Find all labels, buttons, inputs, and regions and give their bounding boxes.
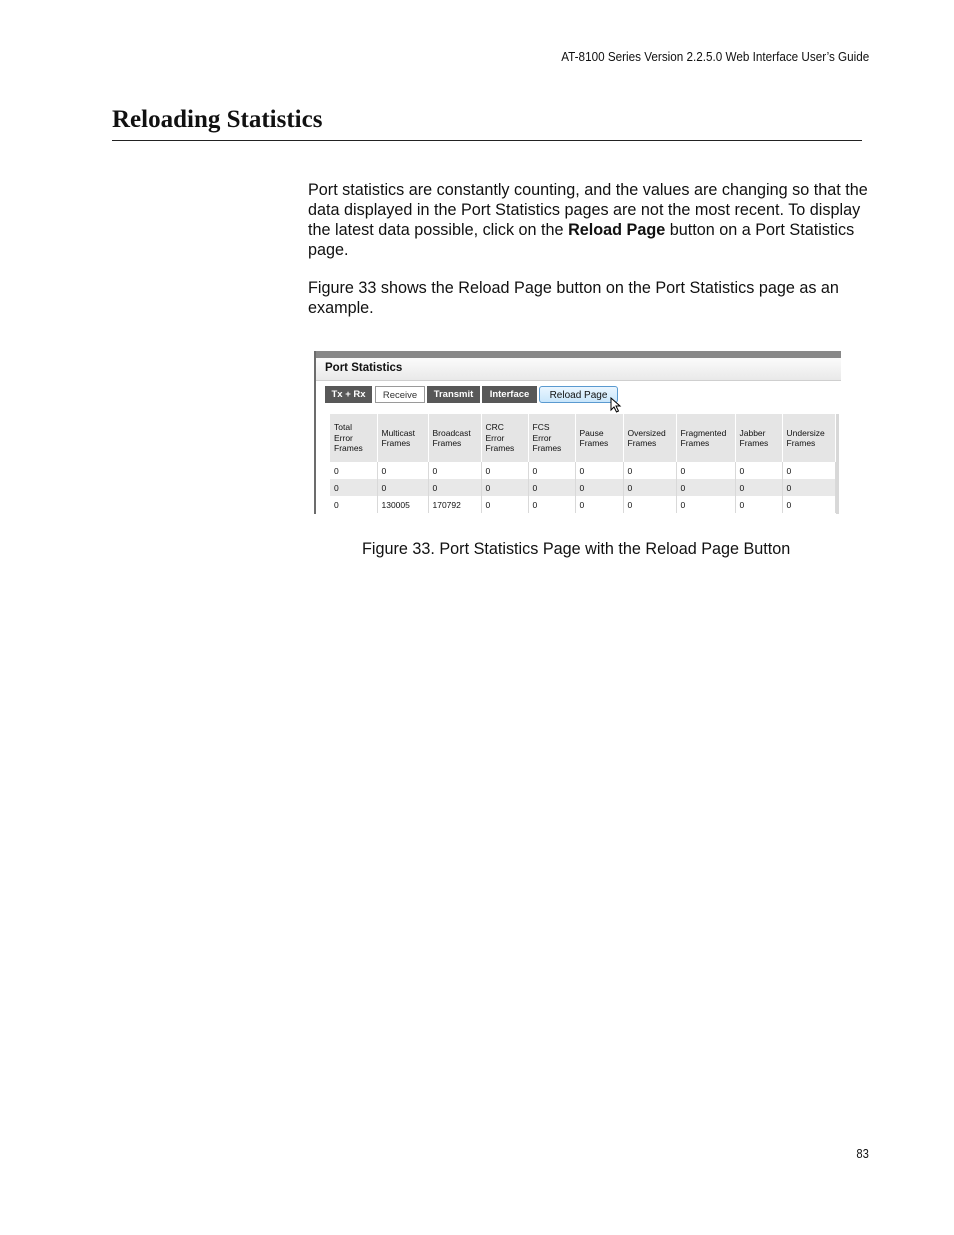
column-header-line: Oversized [627,427,666,438]
column-header-line: Fragmented [680,427,727,438]
page-number: 83 [856,1147,869,1161]
running-header: AT-8100 Series Version 2.2.5.0 Web Interface User’s Guide [560,49,869,64]
table-cell: 0 [330,462,377,479]
tab-interface[interactable]: Interface [482,386,537,403]
port-statistics-figure [314,351,841,514]
column-header-line: Frames [627,438,657,448]
table-cell: 0 [428,462,481,479]
table-row [330,462,835,479]
port-statistics-title: Port Statistics [325,362,403,374]
mouse-cursor-icon [610,397,622,413]
table-row [330,496,835,513]
column-header-line: Jabber [739,427,766,438]
column-header-line: Broadcast [432,427,471,438]
column-header-line: Frames [680,438,710,448]
table-cell: 0 [735,479,782,496]
table-cell: 0 [330,479,377,496]
tab-transmit[interactable]: Transmit [427,386,480,403]
table-cell: 0 [377,479,428,496]
p1-text-end: button on a Port Statistics page. [308,221,855,259]
body-paragraph-2: Figure 33 shows the Reload Page button on the Port Statistics page as an example. [308,279,839,317]
column-header [735,414,782,462]
body-paragraph-1 [308,180,868,260]
column-header [428,414,481,462]
column-header [676,414,735,462]
column-header-line: Frames [334,443,363,454]
p1-text-start: Port statistics are constantly counting, and the values are changing so that the data displayed in the Port Statistics pages are not the most recent. To display the latest data possible, click on the [308,181,868,239]
section-title: Reloading Statistics [112,106,323,133]
column-header-line: Pause [579,427,604,438]
column-header-line: Frames [739,438,769,448]
column-header-line: Frames [786,438,816,448]
column-header [330,414,377,462]
column-header-line: Multicast [381,427,416,438]
table-cell: 0 [735,462,782,479]
table-cell: 0 [377,462,428,479]
column-header-line: Undersize [786,427,825,438]
column-header-line: Frames [579,438,609,448]
column-header [377,414,428,462]
table-cell: 0 [481,462,528,479]
tab-receive[interactable]: Receive [375,386,425,403]
table-cell: 0 [735,496,782,513]
table-cell: 0 [575,462,623,479]
column-header [481,414,528,462]
table-cell: 0 [676,496,735,513]
table-cell: 0 [623,496,676,513]
table-cell: 0 [782,496,835,513]
column-header [782,414,835,462]
table-cell: 0 [481,496,528,513]
table-cell: 0 [676,462,735,479]
table-cell: 0 [782,462,835,479]
column-header-line: Total [334,422,352,433]
table-scroll-edge [836,414,839,514]
figure-caption: Figure 33. Port Statistics Page with the Reload Page Button [362,540,791,558]
table-cell: 0 [428,479,481,496]
table-cell: 0 [623,479,676,496]
column-header-line: Frames [485,443,515,454]
table-cell: 130005 [377,496,428,513]
column-header-line: CRC [485,422,504,433]
table-cell: 0 [528,479,575,496]
reload-page-button[interactable]: Reload Page [539,386,618,403]
table-cell: 0 [528,462,575,479]
table-cell: 0 [481,479,528,496]
table-header-row [330,414,835,462]
table-cell: 0 [782,479,835,496]
column-header-line: FCS Error [532,422,552,443]
port-statistics-table [330,414,836,513]
title-rule [112,140,862,141]
table-cell: 0 [575,479,623,496]
reload-page-bold: Reload Page [568,221,666,239]
column-header [575,414,623,462]
table-cell: 0 [575,496,623,513]
column-header [528,414,575,462]
figure-top-bar [316,351,841,358]
column-header-line: Error [334,432,353,443]
table-row [330,479,835,496]
tab-tx-rx[interactable]: Tx + Rx [325,386,372,403]
table-cell: 0 [676,479,735,496]
column-header-line: Frames [432,438,462,448]
column-header-line: Frames [532,443,562,454]
column-header-line: Error [485,432,505,443]
table-cell: 0 [623,462,676,479]
table-cell: 0 [528,496,575,513]
column-header-line: Frames [381,438,411,448]
column-header [623,414,676,462]
table-cell: 0 [330,496,377,513]
table-cell: 170792 [428,496,481,513]
